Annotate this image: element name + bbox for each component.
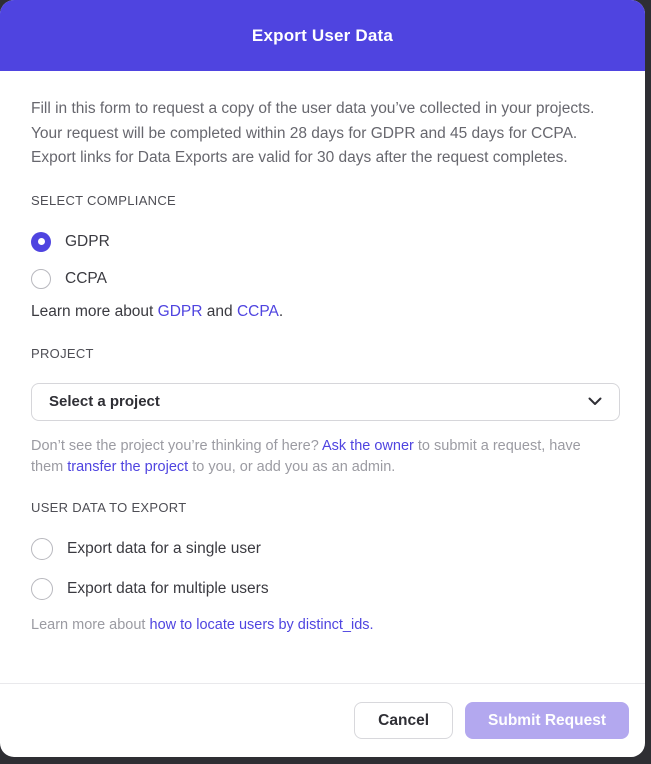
radio-label: CCPA — [65, 269, 107, 287]
radio-option-multiple-users[interactable] — [31, 577, 620, 601]
radio-icon — [31, 578, 53, 600]
modal-header — [0, 0, 645, 71]
radio-option-ccpa[interactable] — [31, 267, 620, 291]
intro-text: Fill in this form to request a copy of the user data you’ve collected in your projects. Your request will be completed within 28 days for GDPR and 45 days for CCPA. Export links for Data Exports are valid for 30 days after the request completes. — [31, 100, 595, 166]
radio-label: Export data for a single user — [67, 539, 261, 557]
radio-icon — [31, 269, 51, 289]
modal-footer — [0, 683, 645, 757]
compliance-learn-more — [31, 300, 620, 324]
project-section-label: PROJECT — [31, 345, 94, 361]
transfer-the-project-link[interactable]: transfer the project — [67, 458, 189, 475]
submit-request-button[interactable]: Submit Request — [465, 702, 629, 739]
project-helper-text — [31, 436, 606, 478]
radio-icon — [31, 232, 51, 252]
radio-label: GDPR — [65, 232, 110, 250]
project-select[interactable] — [31, 383, 620, 421]
cancel-button[interactable]: Cancel — [354, 702, 453, 739]
helper-part2: to submit a request, have them — [31, 437, 581, 475]
learn-more-suffix: . — [278, 302, 284, 320]
radio-option-gdpr[interactable] — [31, 230, 620, 254]
chevron-down-icon — [588, 397, 602, 406]
user-data-section-label: USER DATA TO EXPORT — [31, 499, 187, 515]
learn-more-middle: and — [202, 302, 237, 320]
radio-icon — [31, 538, 53, 560]
user-data-learn-more — [31, 615, 620, 635]
helper-part1: Don’t see the project you’re thinking of here? — [31, 437, 322, 454]
ccpa-link[interactable]: CCPA — [236, 302, 279, 320]
modal-body — [0, 71, 645, 683]
distinct-ids-link[interactable]: how to locate users by distinct_ids. — [149, 616, 374, 633]
ask-the-owner-link[interactable]: Ask the owner — [321, 437, 414, 454]
compliance-section-label: SELECT COMPLIANCE — [31, 192, 177, 208]
gdpr-link[interactable]: GDPR — [157, 302, 203, 320]
radio-option-single-user[interactable] — [31, 537, 620, 561]
radio-label: Export data for multiple users — [67, 579, 269, 597]
learn-more-prefix: Learn more about — [31, 616, 150, 633]
helper-part3: to you, or add you as an admin. — [188, 458, 396, 475]
modal-title: Export User Data — [251, 25, 394, 45]
learn-more-prefix: Learn more about — [31, 302, 158, 320]
project-select-value: Select a project — [49, 393, 160, 410]
